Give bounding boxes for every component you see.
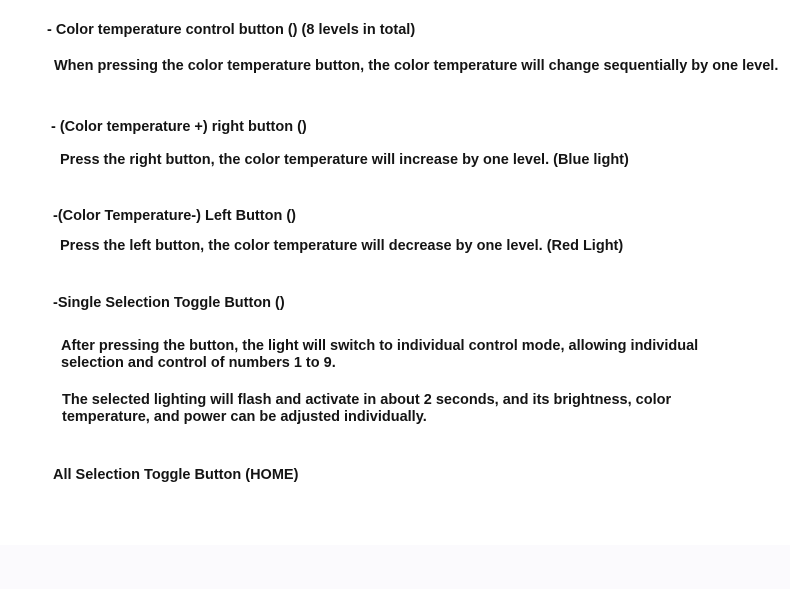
- section-body-color-temperature-control: When pressing the color temperature button, the color temperature will change sequentially by one level.: [54, 58, 779, 74]
- section-heading-right-button: - (Color temperature +) right button (): [51, 119, 307, 135]
- section-body-single-selection-line-2: selection and control of numbers 1 to 9.: [61, 355, 336, 371]
- section-body-left-button: Press the left button, the color temperature will decrease by one level. (Red Light): [60, 238, 624, 254]
- section-heading-left-button: -(Color Temperature-) Left Button (): [53, 208, 296, 224]
- section-body-right-button: Press the right button, the color temperature will increase by one level. (Blue light): [60, 152, 629, 168]
- section-body-single-selection-line-4: temperature, and power can be adjusted individually.: [62, 409, 427, 425]
- section-body-single-selection-line-3: The selected lighting will flash and activate in about 2 seconds, and its brightness, color: [62, 392, 672, 408]
- section-heading-single-selection: -Single Selection Toggle Button (): [53, 295, 285, 311]
- section-heading-all-selection: All Selection Toggle Button (HOME): [53, 467, 299, 483]
- section-body-single-selection-line-1: After pressing the button, the light will switch to individual control mode, allowing individual: [61, 338, 699, 354]
- bottom-band: [0, 545, 790, 589]
- section-heading-color-temperature-control: - Color temperature control button () (8 levels in total): [47, 22, 416, 38]
